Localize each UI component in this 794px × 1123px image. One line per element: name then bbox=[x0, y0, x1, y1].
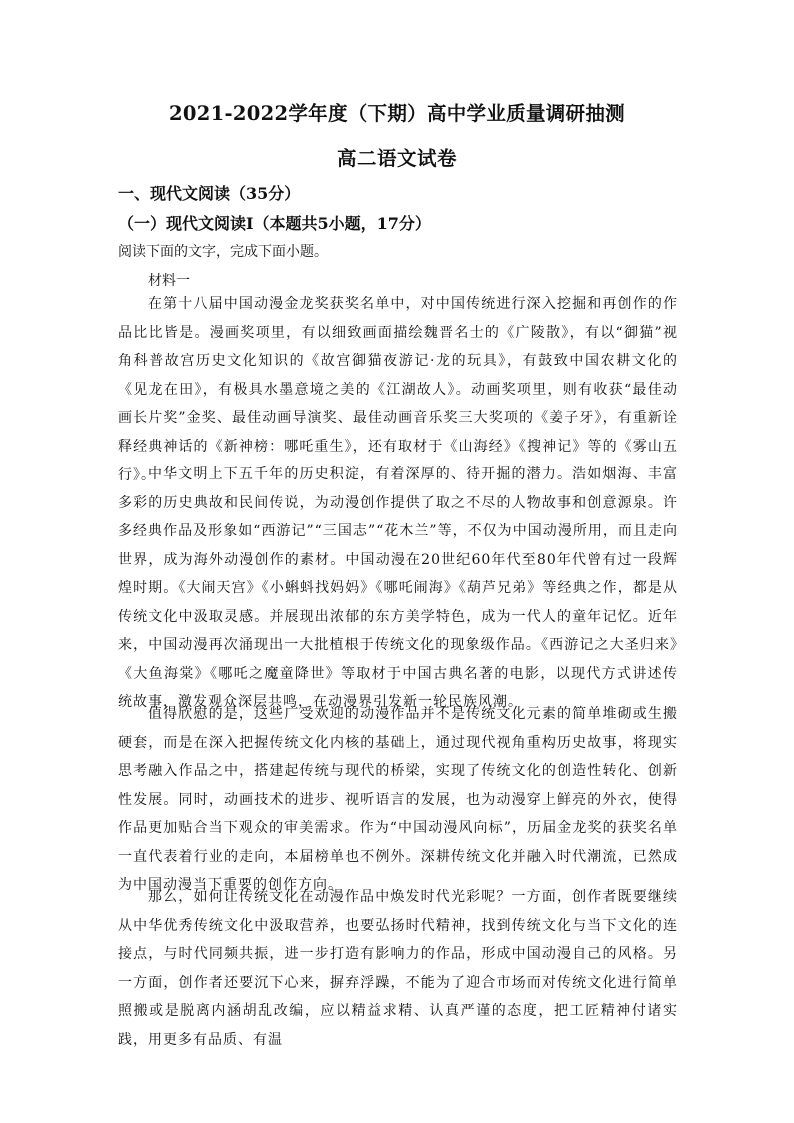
material-label: 材料一 bbox=[148, 273, 190, 289]
exam-subtitle: 高二语文试卷 bbox=[336, 147, 457, 170]
section-heading: 一、现代文阅读（35分） bbox=[118, 184, 301, 203]
subsection-heading: （一）现代文阅读Ⅰ（本题共5小题，17分） bbox=[118, 214, 431, 233]
material-paragraph-3: 值得欣慰的是，这些广受欢迎的动漫作品并不是传统文化元素的简单堆砌或生搬硬套，而是在深入把握传统文化内核的基础上，通过现代视角重构历史故事，将现实思考融入作品之中，搭建起传统与现代的桥梁，实现了传统文化的创造性转化、创新性发展。同时，动画技术的进步、视听语言的发展，也为动漫穿上鲜亮的外衣，使得作品更加贴合当下观众的审美需求。作为“中国动漫风向标”，历届金龙奖的获奖名单一直代表着行业的走向，本届榜单也不例外。深耕传统文化并融入时代潮流，已然成为中国动漫当下重要的创作方向。 bbox=[118, 706, 678, 893]
material-paragraph-2: 中华文明上下五千年的历史积淀，有着深厚的、待开掘的潜力。浩如烟海、丰富多彩的历史典故和民间传说，为动漫创作提供了取之不尽的人物故事和创意源泉。许多经典作品及形象如“西游记”“三国志”“花木兰”等，不仅为中国动漫所用，而且走向世界，成为海外动漫创作的素材。中国动漫在20世纪60年代至80年代曾有过一段辉煌时期。《大闹天宫》《小蝌蚪找妈妈》《哪吒闹海》《葫芦兄弟》等经典之作，都是从传统文化中汲取灵感。并展现出浓郁的东方美学特色，成为一代人的童年记忆。近年来，中国动漫再次涌现出一大批植根于传统文化的现象级作品。《西游记之大圣归来》《大鱼海棠》《哪吒之魔童降世》等取材于中国古典名著的电影，以现代方式讲述传统故事，激发观众深层共鸣，在动漫界引发新一轮民族风潮。 bbox=[118, 466, 678, 710]
exam-title: 2021-2022学年度（下期）高中学业质量调研抽测 bbox=[169, 102, 625, 125]
material-paragraph-1: 在第十八届中国动漫金龙奖获奖名单中，对中国传统进行深入挖掘和再创作的作品比比皆是。漫画奖项里，有以细致画面描绘魏晋名士的《广陵散》，有以“御猫”视角科普故宫历史文化知识的《故宫御猫夜游记·龙的玩具》，有鼓致中国农耕文化的《见龙在田》，有极具水墨意境之美的《江湖故人》。动画奖项里，则有收获“最佳动画长片奖”金奖、最佳动画导演奖、最佳动画音乐奖三大奖项的《姜子牙》，有重新诠释经典神话的《新神榜：哪吒重生》，还有取材于《山海经》《搜神记》等的《雾山五行》。 bbox=[118, 296, 678, 483]
material-paragraph-4: 那么，如何让传统文化在动漫作品中焕发时代光彩呢？一方面，创作者既要继续从中华优秀传统文化中汲取营养，也要弘扬时代精神，找到传统文化与当下文化的连接点，与时代同频共振，进一步打造有影响力的作品，形成中国动漫自己的风格。另一方面，创作者还要沉下心来，摒弃浮躁，不能为了迎合市场而对传统文化进行简单照搬或是脱离内涵胡乱改编，应以精益求精、认真严谨的态度，把工匠精神付诸实践，用更多有品质、有温 bbox=[118, 889, 678, 1048]
instruction-text: 阅读下面的文字，完成下面小题。 bbox=[118, 244, 328, 260]
